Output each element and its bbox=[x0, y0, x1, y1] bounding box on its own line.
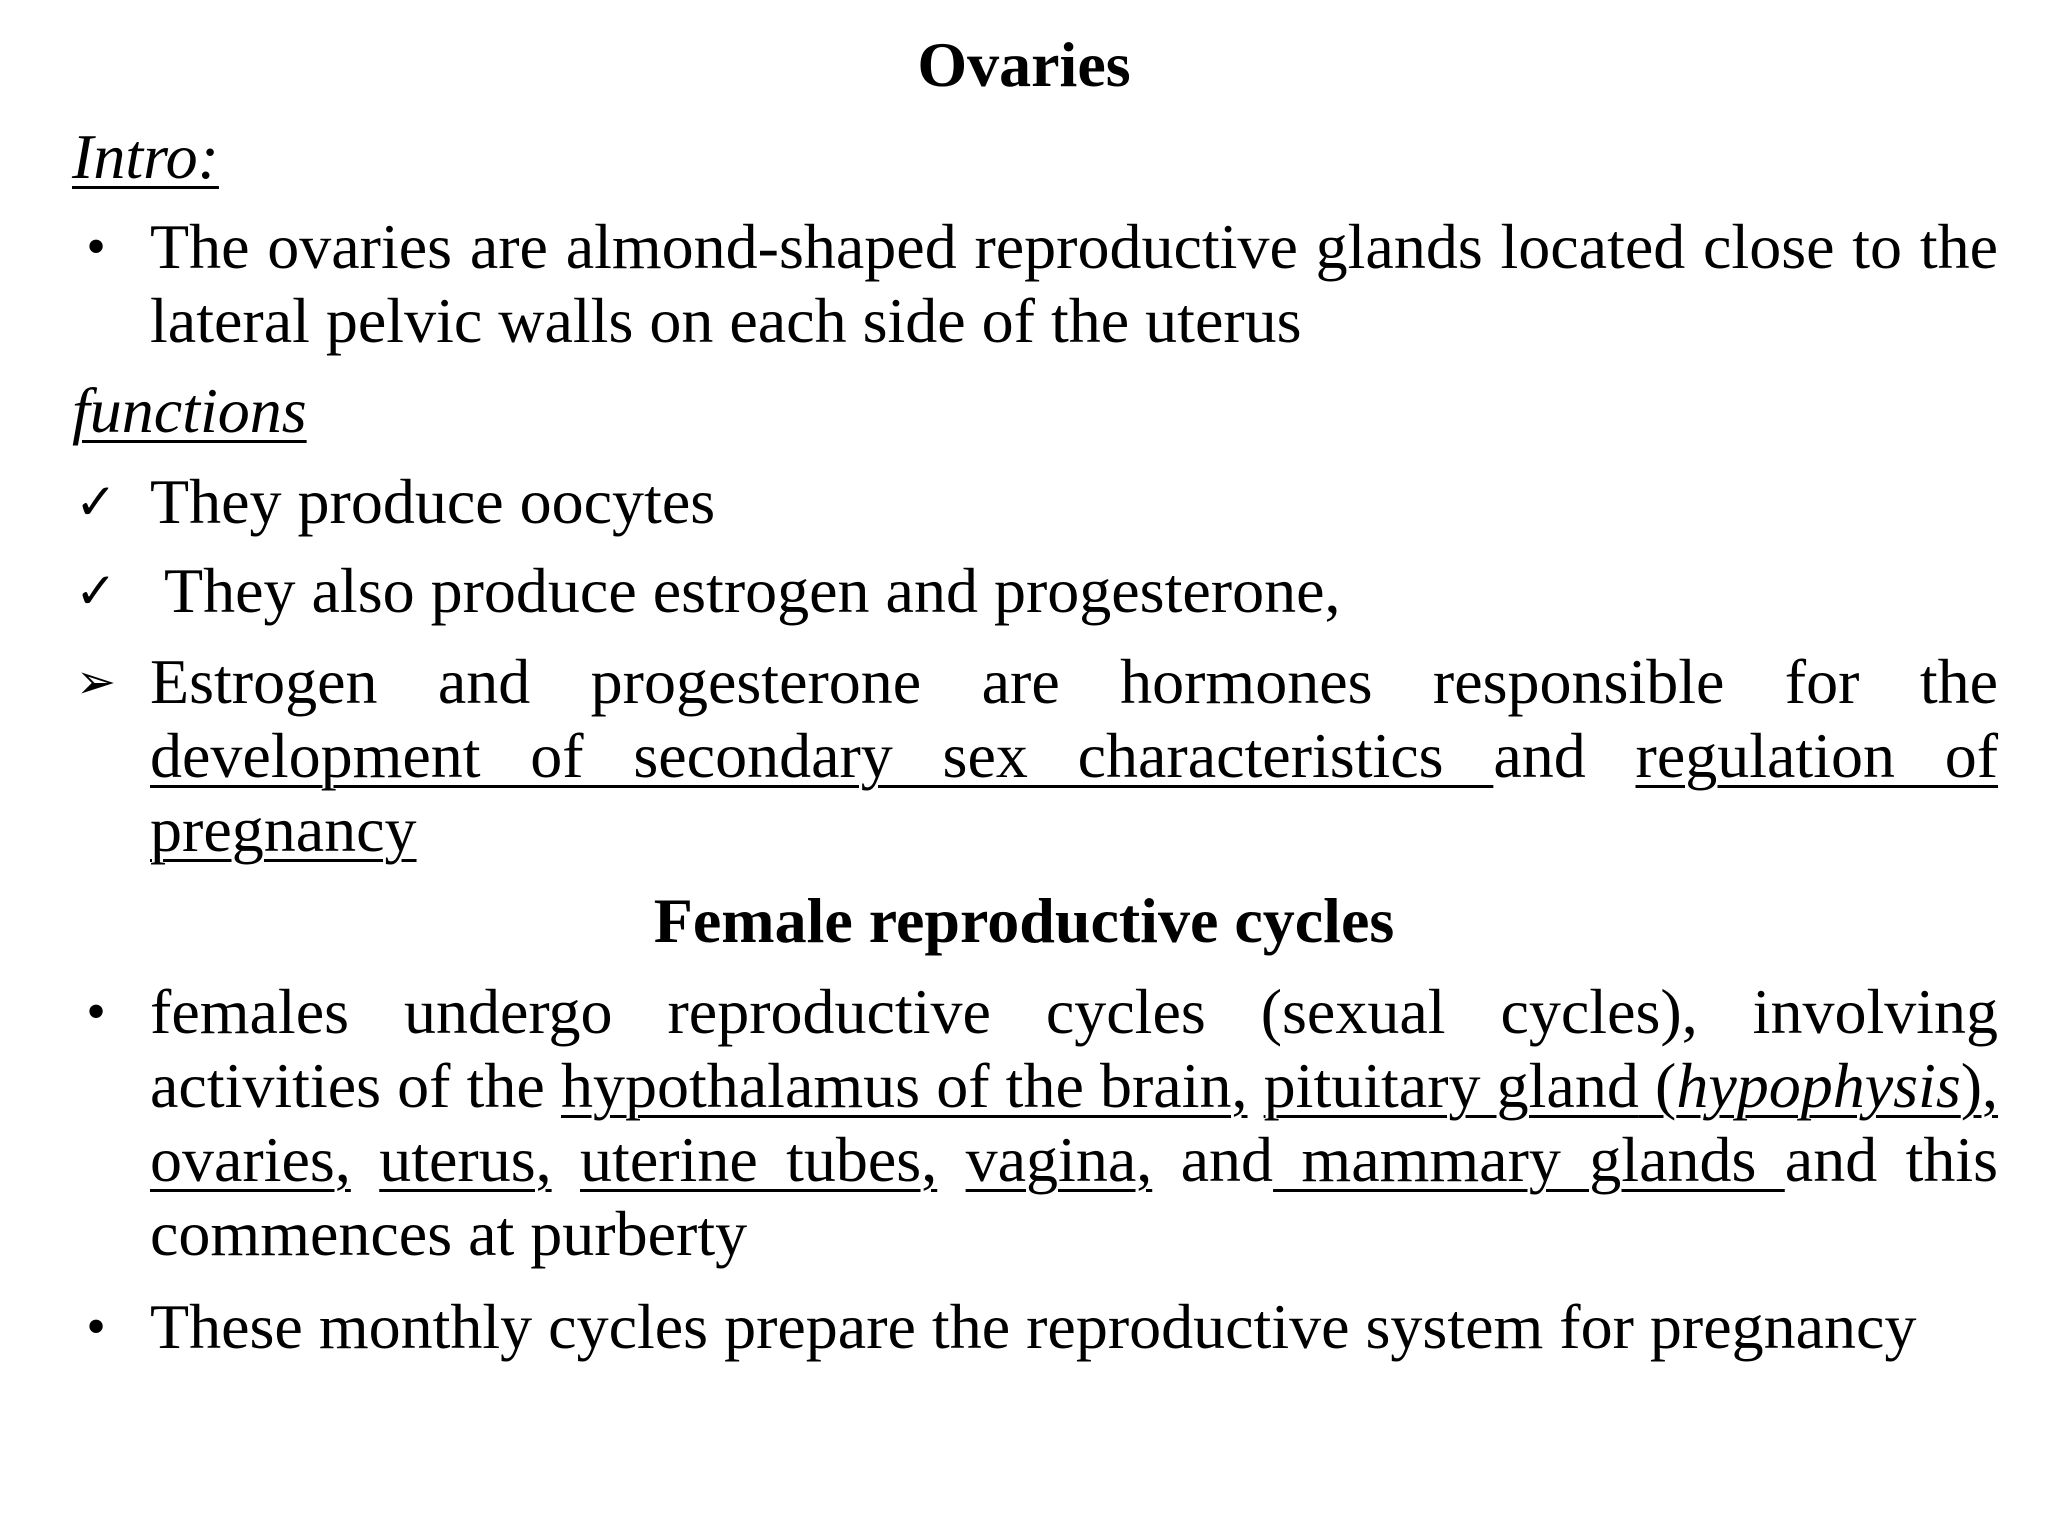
arrow-bullet-icon: ➢ bbox=[75, 654, 117, 710]
bullet-icon: • bbox=[86, 216, 106, 278]
uterus-term: uterus, bbox=[379, 1124, 552, 1195]
hormones-lead: Estrogen and progesterone are hormones responsible for the bbox=[150, 646, 1998, 717]
pituitary-text: pituitary gland bbox=[1263, 1050, 1639, 1121]
intro-bullet-text: The ovaries are almond-shaped reproductive glands located close to the lateral pelvic walls on each side of the uterus bbox=[150, 211, 1998, 356]
monthly-cycles-text: These monthly cycles prepare the reproductive system for pregnancy bbox=[150, 1291, 1917, 1362]
functions-heading: functions bbox=[72, 375, 307, 446]
section-title: Female reproductive cycles bbox=[653, 885, 1395, 956]
bullet-icon: • bbox=[86, 981, 106, 1043]
cycles-paragraph bbox=[150, 975, 1998, 1271]
cycles-and: and bbox=[1180, 1124, 1274, 1195]
hormones-paragraph bbox=[150, 645, 1998, 867]
function-item-2: They also produce estrogen and progesterone, bbox=[164, 555, 1341, 626]
vagina-term: vagina, bbox=[965, 1124, 1153, 1195]
hypophysis-term: hypophysis bbox=[1676, 1050, 1961, 1121]
pituitary-term bbox=[1264, 1050, 1998, 1121]
checkmark-icon: ✓ bbox=[75, 562, 117, 620]
hormones-and: and bbox=[1493, 720, 1636, 791]
intro-heading: Intro: bbox=[72, 121, 219, 192]
bullet-icon: • bbox=[86, 1296, 106, 1358]
cycles-tail: and this commences at purberty bbox=[150, 1124, 1999, 1269]
secondary-sex-characteristics: development of secondary sex characteristics bbox=[150, 720, 1494, 791]
hypothalamus-term: hypothalamus of the brain, bbox=[560, 1050, 1248, 1121]
cycles-lead: females undergo reproductive cycles (sexual cycles), involving activities of the bbox=[150, 976, 1998, 1121]
page-title: Ovaries bbox=[917, 29, 1131, 100]
uterine-tubes-term: uterine tubes, bbox=[580, 1124, 938, 1195]
regulation-of-pregnancy: regulation of pregnancy bbox=[150, 720, 1999, 865]
paren-open: ( bbox=[1655, 1050, 1677, 1121]
function-item-1: They produce oocytes bbox=[150, 466, 716, 537]
mammary-glands-term: mammary glands bbox=[1273, 1124, 1785, 1195]
checkmark-icon: ✓ bbox=[75, 473, 117, 531]
paren-close: ), bbox=[1960, 1050, 1999, 1121]
ovaries-term: ovaries, bbox=[150, 1124, 351, 1195]
